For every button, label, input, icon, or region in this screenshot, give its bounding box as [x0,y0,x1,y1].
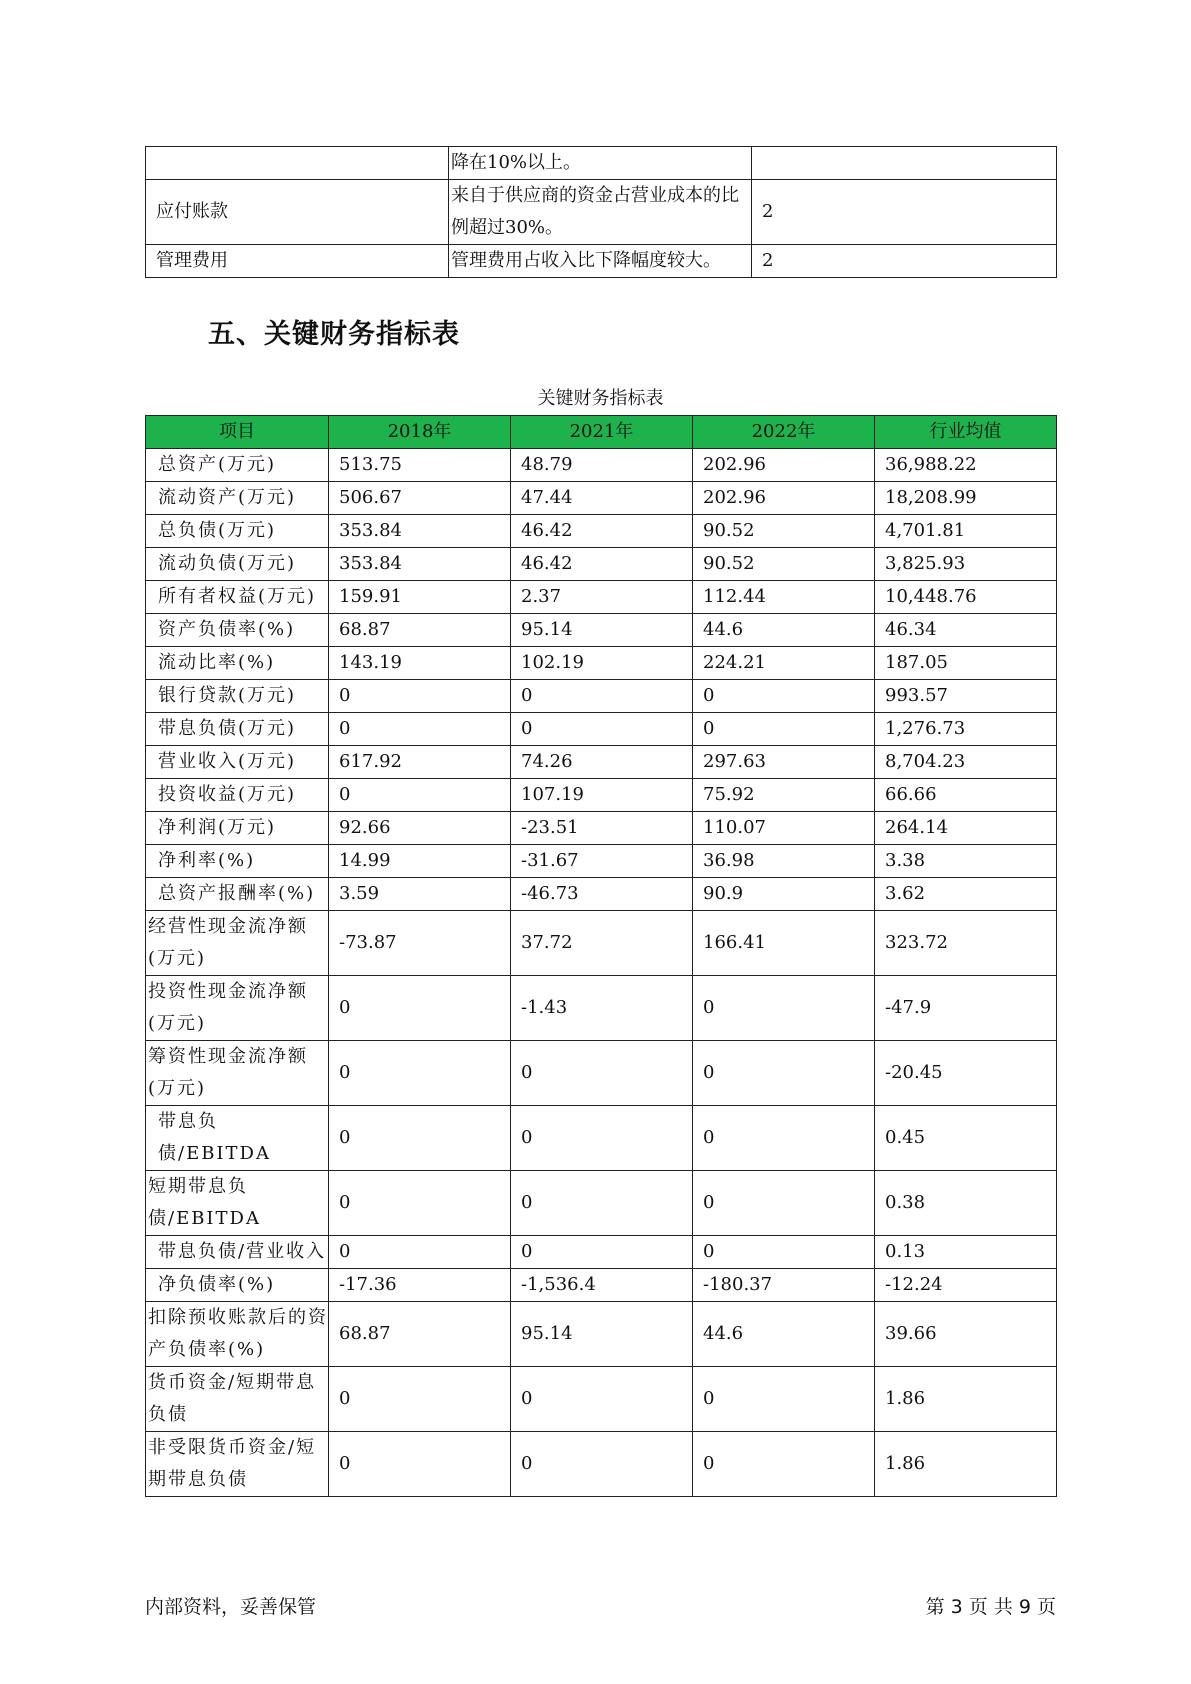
value-2022-cell: 202.96 [693,482,875,515]
risk-score-cell [752,147,1057,180]
metrics-table-row [146,845,1057,878]
value-2022-cell: 202.96 [693,449,875,482]
value-2021-cell: 95.14 [511,1302,693,1367]
metrics-table-row [146,1236,1057,1269]
value-2021-cell: 47.44 [511,482,693,515]
industry-average-cell: 1.86 [875,1367,1057,1432]
value-2018-cell: -17.36 [329,1269,511,1302]
table-caption: 关键财务指标表 [537,388,664,409]
value-2022-cell: 75.92 [693,779,875,812]
value-2018-cell: 0 [329,976,511,1041]
risk-table-row [146,180,1057,245]
value-2021-cell: -1.43 [511,976,693,1041]
value-2022-cell: 0 [693,1432,875,1497]
metric-label-cell: 所有者权益(万元) [146,581,329,614]
metrics-table-row [146,713,1057,746]
value-2021-cell: -31.67 [511,845,693,878]
metrics-table-row [146,680,1057,713]
value-2021-cell: 2.37 [511,581,693,614]
value-2022-cell: 0 [693,1171,875,1236]
metrics-table-row [146,614,1057,647]
value-2021-cell: 0 [511,680,693,713]
value-2021-cell: 102.19 [511,647,693,680]
industry-average-cell: 264.14 [875,812,1057,845]
metric-label-cell: 非受限货币资金/短期带息负债 [146,1432,329,1497]
metric-label-cell: 总资产(万元) [146,449,329,482]
metrics-table-row [146,746,1057,779]
metrics-table-row [146,976,1057,1041]
metric-label-cell: 银行贷款(万元) [146,680,329,713]
metric-label-cell: 流动比率(%) [146,647,329,680]
value-2022-cell: 0 [693,1106,875,1171]
column-header: 行业均值 [875,416,1057,449]
value-2022-cell: 90.9 [693,878,875,911]
risk-description-cell: 管理费用占收入比下降幅度较大。 [449,245,752,278]
value-2018-cell: 506.67 [329,482,511,515]
industry-average-cell: 10,448.76 [875,581,1057,614]
value-2021-cell: 0 [511,1041,693,1106]
value-2022-cell: 0 [693,713,875,746]
value-2022-cell: 0 [693,1041,875,1106]
metric-label-cell: 净利率(%) [146,845,329,878]
value-2018-cell: 68.87 [329,1302,511,1367]
metric-label-cell: 经营性现金流净额(万元) [146,911,329,976]
industry-average-cell: -12.24 [875,1269,1057,1302]
value-2018-cell: -73.87 [329,911,511,976]
industry-average-cell: 46.34 [875,614,1057,647]
metric-label-cell: 短期带息负债/EBITDA [146,1171,329,1236]
risk-table-row [146,147,1057,180]
value-2022-cell: 224.21 [693,647,875,680]
value-2022-cell: 0 [693,680,875,713]
value-2021-cell: 74.26 [511,746,693,779]
industry-average-cell: 18,208.99 [875,482,1057,515]
value-2018-cell: 68.87 [329,614,511,647]
value-2021-cell: -46.73 [511,878,693,911]
value-2022-cell: 0 [693,976,875,1041]
industry-average-cell: 4,701.81 [875,515,1057,548]
value-2018-cell: 0 [329,1041,511,1106]
metrics-table-row [146,548,1057,581]
metric-label-cell: 净利润(万元) [146,812,329,845]
value-2022-cell: -180.37 [693,1269,875,1302]
metrics-table-row [146,779,1057,812]
value-2018-cell: 0 [329,1432,511,1497]
value-2022-cell: 0 [693,1236,875,1269]
value-2022-cell: 0 [693,1367,875,1432]
risk-item-cell [146,147,449,180]
header-row [146,416,1057,449]
risk-table-body [146,147,1057,278]
footer-confidential-note: 内部资料，妥善保管 [145,1596,317,1618]
metrics-table-row [146,1432,1057,1497]
industry-average-cell: 187.05 [875,647,1057,680]
value-2022-cell: 44.6 [693,1302,875,1367]
value-2018-cell: 0 [329,779,511,812]
column-header: 2021年 [511,416,693,449]
metrics-table-row [146,911,1057,976]
metrics-table-row [146,1269,1057,1302]
value-2022-cell: 36.98 [693,845,875,878]
value-2018-cell: 617.92 [329,746,511,779]
metrics-table-row [146,515,1057,548]
industry-average-cell: -20.45 [875,1041,1057,1106]
risk-item-cell: 管理费用 [146,245,449,278]
value-2018-cell: 92.66 [329,812,511,845]
metric-label-cell: 货币资金/短期带息负债 [146,1367,329,1432]
value-2022-cell: 90.52 [693,515,875,548]
metrics-table-row [146,878,1057,911]
industry-average-cell: 36,988.22 [875,449,1057,482]
value-2021-cell: 46.42 [511,548,693,581]
metrics-table-body [146,449,1057,1497]
value-2021-cell: 0 [511,1106,693,1171]
value-2018-cell: 513.75 [329,449,511,482]
value-2021-cell: -1,536.4 [511,1269,693,1302]
risk-description-cell: 来自于供应商的资金占营业成本的比例超过30%。 [449,180,752,245]
value-2022-cell: 166.41 [693,911,875,976]
value-2018-cell: 0 [329,1171,511,1236]
metric-label-cell: 带息负债/营业收入 [146,1236,329,1269]
value-2018-cell: 0 [329,1236,511,1269]
value-2018-cell: 353.84 [329,515,511,548]
risk-item-cell: 应付账款 [146,180,449,245]
value-2022-cell: 297.63 [693,746,875,779]
metric-label-cell: 扣除预收账款后的资产负债率(%) [146,1302,329,1367]
value-2021-cell: 0 [511,713,693,746]
metrics-table-row [146,1367,1057,1432]
metric-label-cell: 净负债率(%) [146,1269,329,1302]
industry-average-cell: 1,276.73 [875,713,1057,746]
metric-label-cell: 流动资产(万元) [146,482,329,515]
industry-average-cell: 0.45 [875,1106,1057,1171]
metrics-table-row [146,581,1057,614]
value-2021-cell: -23.51 [511,812,693,845]
value-2021-cell: 0 [511,1432,693,1497]
risk-table-row [146,245,1057,278]
value-2021-cell: 37.72 [511,911,693,976]
industry-average-cell: 3.62 [875,878,1057,911]
column-header: 2018年 [329,416,511,449]
industry-average-cell: 1.86 [875,1432,1057,1497]
metric-label-cell: 总负债(万元) [146,515,329,548]
value-2021-cell: 0 [511,1171,693,1236]
metric-label-cell: 带息负债/EBITDA [146,1106,329,1171]
value-2018-cell: 0 [329,1106,511,1171]
risk-score-cell: 2 [752,180,1057,245]
industry-average-cell: 39.66 [875,1302,1057,1367]
value-2018-cell: 3.59 [329,878,511,911]
industry-average-cell: 0.38 [875,1171,1057,1236]
value-2018-cell: 159.91 [329,581,511,614]
industry-average-cell: -47.9 [875,976,1057,1041]
value-2018-cell: 143.19 [329,647,511,680]
risk-score-cell: 2 [752,245,1057,278]
risk-indicator-table [145,146,1057,278]
metrics-table-row [146,647,1057,680]
industry-average-cell: 993.57 [875,680,1057,713]
value-2021-cell: 95.14 [511,614,693,647]
column-header: 项目 [146,416,329,449]
value-2021-cell: 107.19 [511,779,693,812]
metrics-table-row [146,1171,1057,1236]
value-2022-cell: 44.6 [693,614,875,647]
column-header: 2022年 [693,416,875,449]
section-heading: 五、关键财务指标表 [208,319,460,350]
value-2022-cell: 90.52 [693,548,875,581]
metric-label-cell: 流动负债(万元) [146,548,329,581]
value-2021-cell: 0 [511,1236,693,1269]
industry-average-cell: 8,704.23 [875,746,1057,779]
industry-average-cell: 66.66 [875,779,1057,812]
risk-description-cell: 降在10%以上。 [449,147,752,180]
value-2018-cell: 0 [329,713,511,746]
metric-label-cell: 总资产报酬率(%) [146,878,329,911]
industry-average-cell: 3.38 [875,845,1057,878]
metric-label-cell: 营业收入(万元) [146,746,329,779]
industry-average-cell: 323.72 [875,911,1057,976]
value-2021-cell: 48.79 [511,449,693,482]
industry-average-cell: 3,825.93 [875,548,1057,581]
metrics-table-row [146,812,1057,845]
industry-average-cell: 0.13 [875,1236,1057,1269]
value-2021-cell: 0 [511,1367,693,1432]
metrics-table-row [146,1041,1057,1106]
metric-label-cell: 带息负债(万元) [146,713,329,746]
metric-label-cell: 资产负债率(%) [146,614,329,647]
metric-label-cell: 投资收益(万元) [146,779,329,812]
metrics-table-row [146,1302,1057,1367]
footer-page-number: 第 3 页 共 9 页 [925,1596,1056,1618]
key-financial-metrics-table [145,415,1057,1497]
value-2018-cell: 14.99 [329,845,511,878]
value-2021-cell: 46.42 [511,515,693,548]
value-2018-cell: 353.84 [329,548,511,581]
metric-label-cell: 投资性现金流净额(万元) [146,976,329,1041]
value-2018-cell: 0 [329,680,511,713]
value-2018-cell: 0 [329,1367,511,1432]
value-2022-cell: 112.44 [693,581,875,614]
metrics-table-row [146,1106,1057,1171]
metrics-table-row [146,482,1057,515]
metrics-table-row [146,449,1057,482]
value-2022-cell: 110.07 [693,812,875,845]
metric-label-cell: 筹资性现金流净额(万元) [146,1041,329,1106]
